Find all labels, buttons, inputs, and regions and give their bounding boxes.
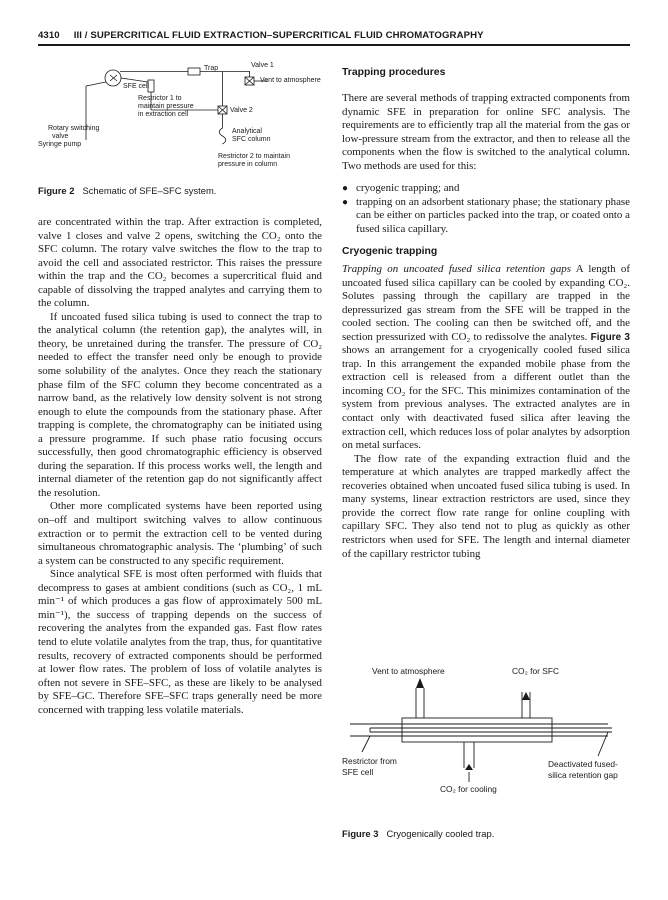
trap-box <box>188 68 200 75</box>
header-rule <box>38 44 630 46</box>
fig3-label-vent: Vent to atmosphere <box>372 666 445 676</box>
fig3-label-restrictor-2: SFE cell <box>342 767 374 777</box>
fig2-label-trap: Trap <box>204 65 219 72</box>
running-title: III / SUPERCRITICAL FLUID EXTRACTION–SUPERCRITICAL FLUID CHROMATOGRAPHY <box>73 30 484 41</box>
left-column <box>38 216 322 717</box>
fig2-label-restrictor1-1: Restrictor 1 to <box>138 95 182 102</box>
fig2-label-rotary-1: Rotary switching <box>48 125 100 132</box>
bullet-item: ● trapping on an adsorbent stationary phase; the stationary phase can be either on particles packed into the trap, or coated onto a fused silica capillary. <box>342 196 630 237</box>
figure-3-caption-label: Figure 3 <box>342 828 379 839</box>
left-paragraph-2: If uncoated fused silica tubing is used to connect the trap to the analytical column (the retention gap), the analytes will, in theory, be unretained during the transfer. The pressure of CO₂ needed to effect the transfer need only be enough to provide some solubility of the analytes. Once they reach the stationary phase film of the SFC column they become concentrated as a narrow band, as the relatively low density solvent is not strong enough to elute the compounds from the stationary phase. After trapping is complete, the chromatography can be initiated using a pressure programme. If such phase ratio focusing occurs successfully, then good chromatographic efficiency is observed during the separation. If this process works well, the length and internal diameter of the retention gap do not significantly affect the resolution. <box>38 310 322 499</box>
bullet-item: ● cryogenic trapping; and <box>342 182 630 196</box>
fig2-label-restrictor1-2: maintain pressure <box>138 103 194 110</box>
fig2-label-restrictor2-2: pressure in column <box>218 161 278 168</box>
fig2-label-valve2: Valve 2 <box>230 107 253 114</box>
figure-3-reference: Figure 3 <box>590 331 630 343</box>
figure-3-caption <box>342 828 494 839</box>
left-paragraph-3: Other more complicated systems have been reported using on–off and multiport switching valves to allow continuous extraction or to permit the extraction cell to be vented during simultaneous chromatographic analysis. The ‘plumbing’ of such a system can be constructed to any specific requirement. <box>38 500 322 567</box>
fig3-label-deactivated-2: silica retention gap <box>548 770 618 780</box>
figure-3-caption-text: Cryogenically cooled trap. <box>386 828 495 839</box>
co2-sfc-arrow <box>522 692 530 700</box>
right-paragraph-1: There are several methods of trapping extracted components from dynamic SFE in preparation for online SFC analysis. The requirements are to efficiently trap all the material from the gas or low-pressure stream from the extractor, and then to release all the components when the flow is switched to the analytical column. Two methods are used for this: <box>342 92 630 172</box>
figure-2-caption <box>38 185 216 196</box>
right-paragraph-2b: shows an arrangement for a cryogenically cooled fused silica trap. In this arrangement the expanded mobile phase from the extraction cell is released from a different outlet than the incoming CO₂ for the SFC. This minimizes contamination of the system from previous analyses. The extracted analytes are in contact only with deactivated fused silica after leaving the extraction cell, which reduces loss of polar analytes by adsorption on metal surfaces. <box>342 344 630 452</box>
right-paragraph-2a: A length of uncoated fused silica capillary can be cooled by expanding CO₂. Solutes passing through the capillary are trapped in the depressurized gas stream from the SFE will be trapped in the cooled section. The cooling can then be switched off, and the section pressurized with CO₂ to redissolve the analytes. <box>342 263 631 343</box>
fig3-label-restrictor-1: Restrictor from <box>342 756 397 766</box>
heading-trapping-procedures: Trapping procedures <box>342 67 446 78</box>
bullet-list <box>342 182 630 236</box>
fig2-label-analytical-2: SFC column <box>232 136 271 143</box>
vent-arrow <box>416 678 424 688</box>
fig2-label-rotary-2: valve <box>52 133 69 140</box>
figure-2-caption-text: Schematic of SFE–SFC system. <box>82 185 217 196</box>
figure-2-caption-label: Figure 2 <box>38 185 75 196</box>
fig2-label-restrictor1-3: in extraction cell <box>138 111 189 118</box>
right-paragraph-3: The flow rate of the expanding extraction fluid and the temperature at which analytes are trapped markedly affect the recoveries obtained when uncoated fused silica tubing is used. In many systems, linear extraction restrictors are used, since they provide the correct flow rate range for online coupling with capillary SFC. They also tend not to plug as quickly as other restrictors when used for SFE. The length and internal diameter of the capillary restrictor tubing <box>342 452 630 560</box>
page-number: 4310 <box>38 30 60 41</box>
cooling-arrow <box>465 764 473 770</box>
figure-3-cryogenic-trap <box>342 664 634 834</box>
fig2-label-analytical-1: Analytical <box>232 128 262 135</box>
fig3-label-deactivated-1: Deactivated fused- <box>548 759 618 769</box>
heading-cryogenic-trapping: Cryogenic trapping <box>342 246 438 258</box>
fig2-label-valve1: Valve 1 <box>251 62 274 69</box>
fig2-label-syringe: Syringe pump <box>38 141 82 148</box>
running-header <box>38 30 630 41</box>
left-paragraph-1: are concentrated within the trap. After extraction is completed, valve 1 closes and valve 2 opens, switching the CO₂ onto the SFC column. The rotary valve switches the flow to the trap to avoid the cell and associated restrictor. This raises the pressure within the trap and the CO₂ becomes a supercritical fluid and capable of dissolving the trapped analytes and carrying them to the column. <box>38 216 322 310</box>
right-column <box>342 92 630 561</box>
left-paragraph-4: Since analytical SFE is most often performed with fluids that decompress to gases at ambient conditions (such as CO₂, 1 mL min⁻¹ of which produces a gas flow of approximately 500 mL min⁻¹), the success of trapping depends on the success of recovering the analytes from the expanded gas. Fast flow rates tend to elute volatile analytes from the trap, thus, for quantitative results, recovery of extracted components should be performed at lower flow rates. The problem of loss of volatile analytes is often not severe in SFE–SFC, as these are likely to be analysed by SFE–GC. Therefore SFE–SFC traps generally need be more concerned with trapping less volatile materials. <box>38 568 322 716</box>
fig3-label-co2-cooling: CO₂ for cooling <box>440 784 497 794</box>
fig2-label-restrictor2-1: Restrictor 2 to maintain <box>218 153 290 160</box>
subheading-uncoated: Trapping on uncoated fused silica retention gaps <box>342 263 571 276</box>
figure-2-schematic <box>38 60 338 185</box>
right-paragraph-2 <box>342 263 630 453</box>
fig2-label-vent: Vent to atmosphere <box>260 77 321 84</box>
fig2-label-sfe-cell: SFE cell <box>123 83 150 90</box>
fig3-label-co2-sfc: CO₂ for SFC <box>512 666 559 676</box>
